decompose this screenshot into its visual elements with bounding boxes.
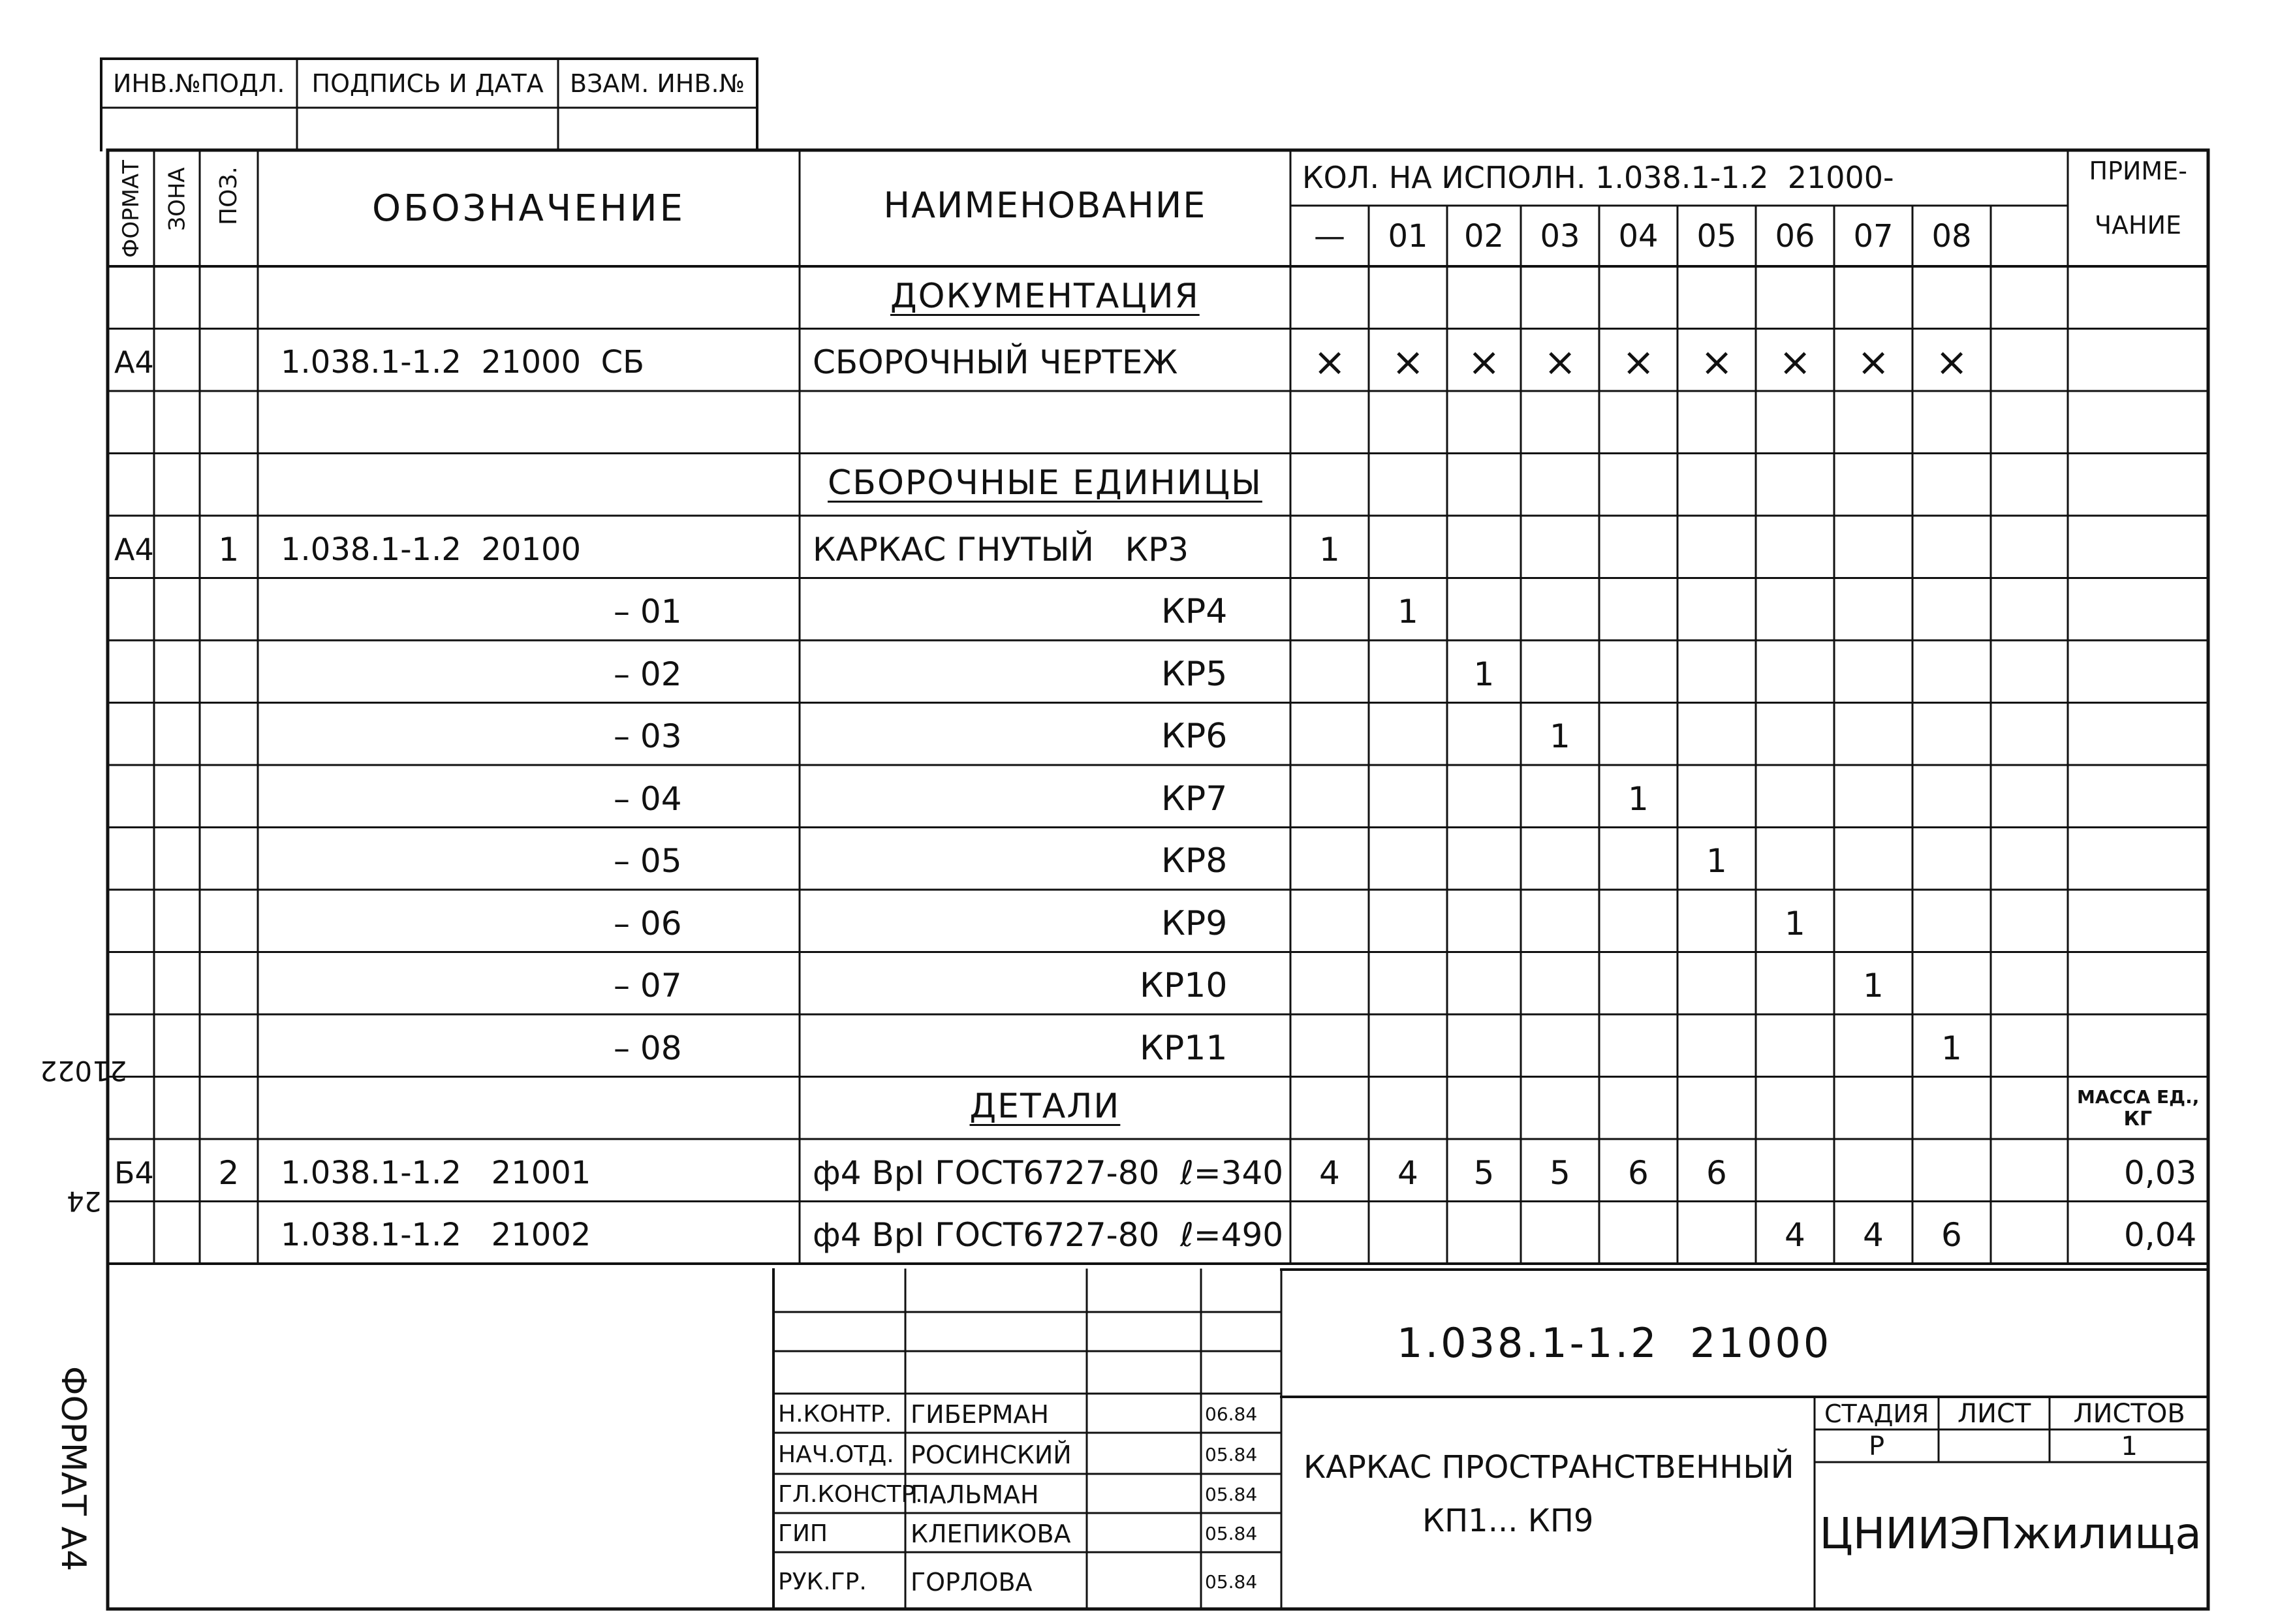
cell-qty: 1 — [1473, 655, 1495, 693]
approval-header: ИНВ.№ПОДЛ. — [113, 69, 285, 98]
format-label: ФОРМАТ А4 — [54, 1366, 93, 1572]
cell-designation: 1.038.1-1.2 21000 СБ — [281, 344, 645, 381]
cell-qty: 1 — [1785, 904, 1805, 943]
cell-name: КР8 — [1161, 841, 1228, 881]
cell-qty: × — [1857, 339, 1890, 386]
cell-designation: – 01 — [614, 593, 682, 631]
section-heading: СБОРОЧНЫЕ ЕДИНИЦЫ — [828, 463, 1262, 503]
cell-qty: × — [1779, 339, 1812, 386]
staff-name: КЛЕПИКОВА — [911, 1520, 1071, 1548]
staff-role: ГИП — [778, 1520, 828, 1547]
staff-name: ПАЛЬМАН — [911, 1480, 1039, 1509]
staff-role: РУК.ГР. — [778, 1568, 867, 1595]
cell-name: ф4 ВрI ГОСТ6727-80 ℓ=490 — [813, 1216, 1284, 1255]
sheet-label: ЛИСТ — [1958, 1399, 2031, 1429]
cell-note: КГ — [2123, 1108, 2153, 1131]
cell-qty: 5 — [1550, 1153, 1570, 1192]
cell-qty: 1 — [1941, 1029, 1962, 1067]
cell-qty: 6 — [1941, 1216, 1962, 1255]
approval-header: ВЗАМ. ИНВ.№ — [570, 69, 745, 98]
cell-qty: 4 — [1785, 1216, 1805, 1255]
cell-format: А4 — [114, 345, 154, 381]
cell-format: Б4 — [114, 1155, 154, 1191]
staff-name: ГИБЕРМАН — [911, 1400, 1049, 1429]
staff-name: ГОРЛОВА — [911, 1567, 1033, 1597]
cell-designation: – 04 — [614, 779, 682, 818]
header-name: НАИМЕНОВАНИЕ — [883, 185, 1207, 226]
document-title: КАРКАС ПРОСТРАНСТВЕННЫЙ — [1303, 1449, 1794, 1486]
cell-qty: 4 — [1863, 1216, 1884, 1255]
cell-designation: 1.038.1-1.2 20100 — [281, 531, 582, 568]
cell-qty: 6 — [1706, 1153, 1727, 1192]
cell-designation: – 07 — [614, 967, 682, 1005]
staff-date: 05.84 — [1205, 1443, 1258, 1465]
variant-header: 03 — [1540, 218, 1580, 255]
cell-qty: × — [1392, 339, 1425, 386]
staff-date: 05.84 — [1205, 1484, 1258, 1505]
staff-role: Н.КОНТР. — [778, 1401, 892, 1428]
cell-designation: – 05 — [614, 842, 682, 881]
staff-date: 05.84 — [1205, 1523, 1258, 1544]
cell-qty: × — [1313, 339, 1347, 386]
staff-role: НАЧ.ОТД. — [778, 1441, 894, 1468]
variant-header: 08 — [1931, 218, 1972, 255]
header-pos: ПОЗ. — [215, 166, 242, 225]
variant-header: 05 — [1696, 218, 1737, 255]
cell-qty: 4 — [1397, 1153, 1418, 1192]
cell-qty: 1 — [1628, 779, 1649, 818]
cell-name: КР7 — [1161, 779, 1228, 819]
sheets-label: ЛИСТОВ — [2073, 1399, 2185, 1429]
variant-header: — — [1314, 218, 1345, 255]
cell-designation: 1.038.1-1.2 21001 — [281, 1154, 591, 1191]
cell-qty: × — [1467, 339, 1501, 386]
staff-role: ГЛ.КОНСТР. — [778, 1481, 923, 1508]
variant-header: 07 — [1853, 218, 1894, 255]
cell-pos: 1 — [218, 530, 240, 569]
cell-name: КР9 — [1161, 903, 1228, 943]
section-heading: ДОКУМЕНТАЦИЯ — [890, 276, 1200, 316]
cell-qty: × — [1544, 339, 1577, 386]
cell-pos: 2 — [218, 1153, 240, 1192]
cell-qty: 1 — [1550, 717, 1570, 756]
cell-name: КР11 — [1140, 1028, 1228, 1068]
cell-qty: 1 — [1397, 593, 1418, 631]
cell-qty: 1 — [1706, 842, 1727, 881]
cell-name: КР4 — [1161, 592, 1228, 632]
cell-qty: × — [1700, 339, 1734, 386]
sheets-value: 1 — [2121, 1431, 2138, 1461]
stage-label: СТАДИЯ — [1824, 1399, 1929, 1428]
cell-qty: 1 — [1863, 967, 1884, 1005]
cell-note: МАССА ЕД., — [2077, 1086, 2200, 1108]
cell-name: КР10 — [1140, 966, 1228, 1006]
cell-qty: × — [1935, 339, 1969, 386]
variant-header: 06 — [1775, 218, 1815, 255]
cell-designation: 1.038.1-1.2 21002 — [281, 1217, 591, 1254]
cell-name: СБОРОЧНЫЙ ЧЕРТЕЖ — [813, 343, 1178, 382]
stage-value: Р — [1869, 1431, 1885, 1461]
cell-qty: × — [1622, 339, 1655, 386]
header-zone: ЗОНА — [164, 167, 191, 231]
variant-header: 04 — [1618, 218, 1659, 255]
cell-name: ф4 ВрI ГОСТ6727-80 ℓ=340 — [813, 1153, 1284, 1192]
cell-designation: – 02 — [614, 655, 682, 693]
cell-note: 0,03 — [2124, 1153, 2197, 1192]
cell-name: КР6 — [1161, 717, 1228, 757]
header-note: ПРИМЕ- — [2089, 157, 2187, 185]
margin-code: 21022 — [40, 1055, 127, 1087]
header-designation: ОБОЗНАЧЕНИЕ — [372, 187, 686, 230]
margin-code: 24 — [66, 1185, 101, 1217]
variant-header: 02 — [1464, 218, 1505, 255]
cell-format: А4 — [114, 531, 154, 567]
header-qty: КОЛ. НА ИСПОЛН. 1.038.1-1.2 21000- — [1302, 160, 1894, 195]
document-title-variants: КП1... КП9 — [1422, 1503, 1594, 1539]
cell-name: КР5 — [1161, 654, 1228, 694]
organization-name: ЦНИИЭПжилища — [1819, 1508, 2202, 1559]
header-format: ФОРМАТ — [117, 160, 144, 258]
variant-header: 01 — [1388, 218, 1428, 255]
cell-name: КАРКАС ГНУТЫЙ КР3 — [813, 530, 1189, 569]
cell-qty: 1 — [1319, 530, 1340, 569]
cell-designation: – 08 — [614, 1029, 682, 1067]
cell-note: 0,04 — [2124, 1216, 2197, 1255]
cell-qty: 5 — [1473, 1153, 1495, 1192]
cell-designation: – 06 — [614, 904, 682, 943]
cell-designation: – 03 — [614, 717, 682, 756]
approval-header: ПОДПИСЬ И ДАТА — [311, 69, 544, 98]
staff-date: 06.84 — [1205, 1403, 1258, 1425]
doc-number: 1.038.1-1.2 21000 — [1397, 1319, 1832, 1367]
staff-date: 05.84 — [1205, 1570, 1258, 1593]
staff-name: РОСИНСКИЙ — [911, 1440, 1072, 1469]
header-note: ЧАНИЕ — [2095, 211, 2182, 240]
section-heading: ДЕТАЛИ — [969, 1087, 1121, 1127]
cell-qty: 6 — [1628, 1153, 1649, 1192]
cell-qty: 4 — [1319, 1153, 1340, 1192]
